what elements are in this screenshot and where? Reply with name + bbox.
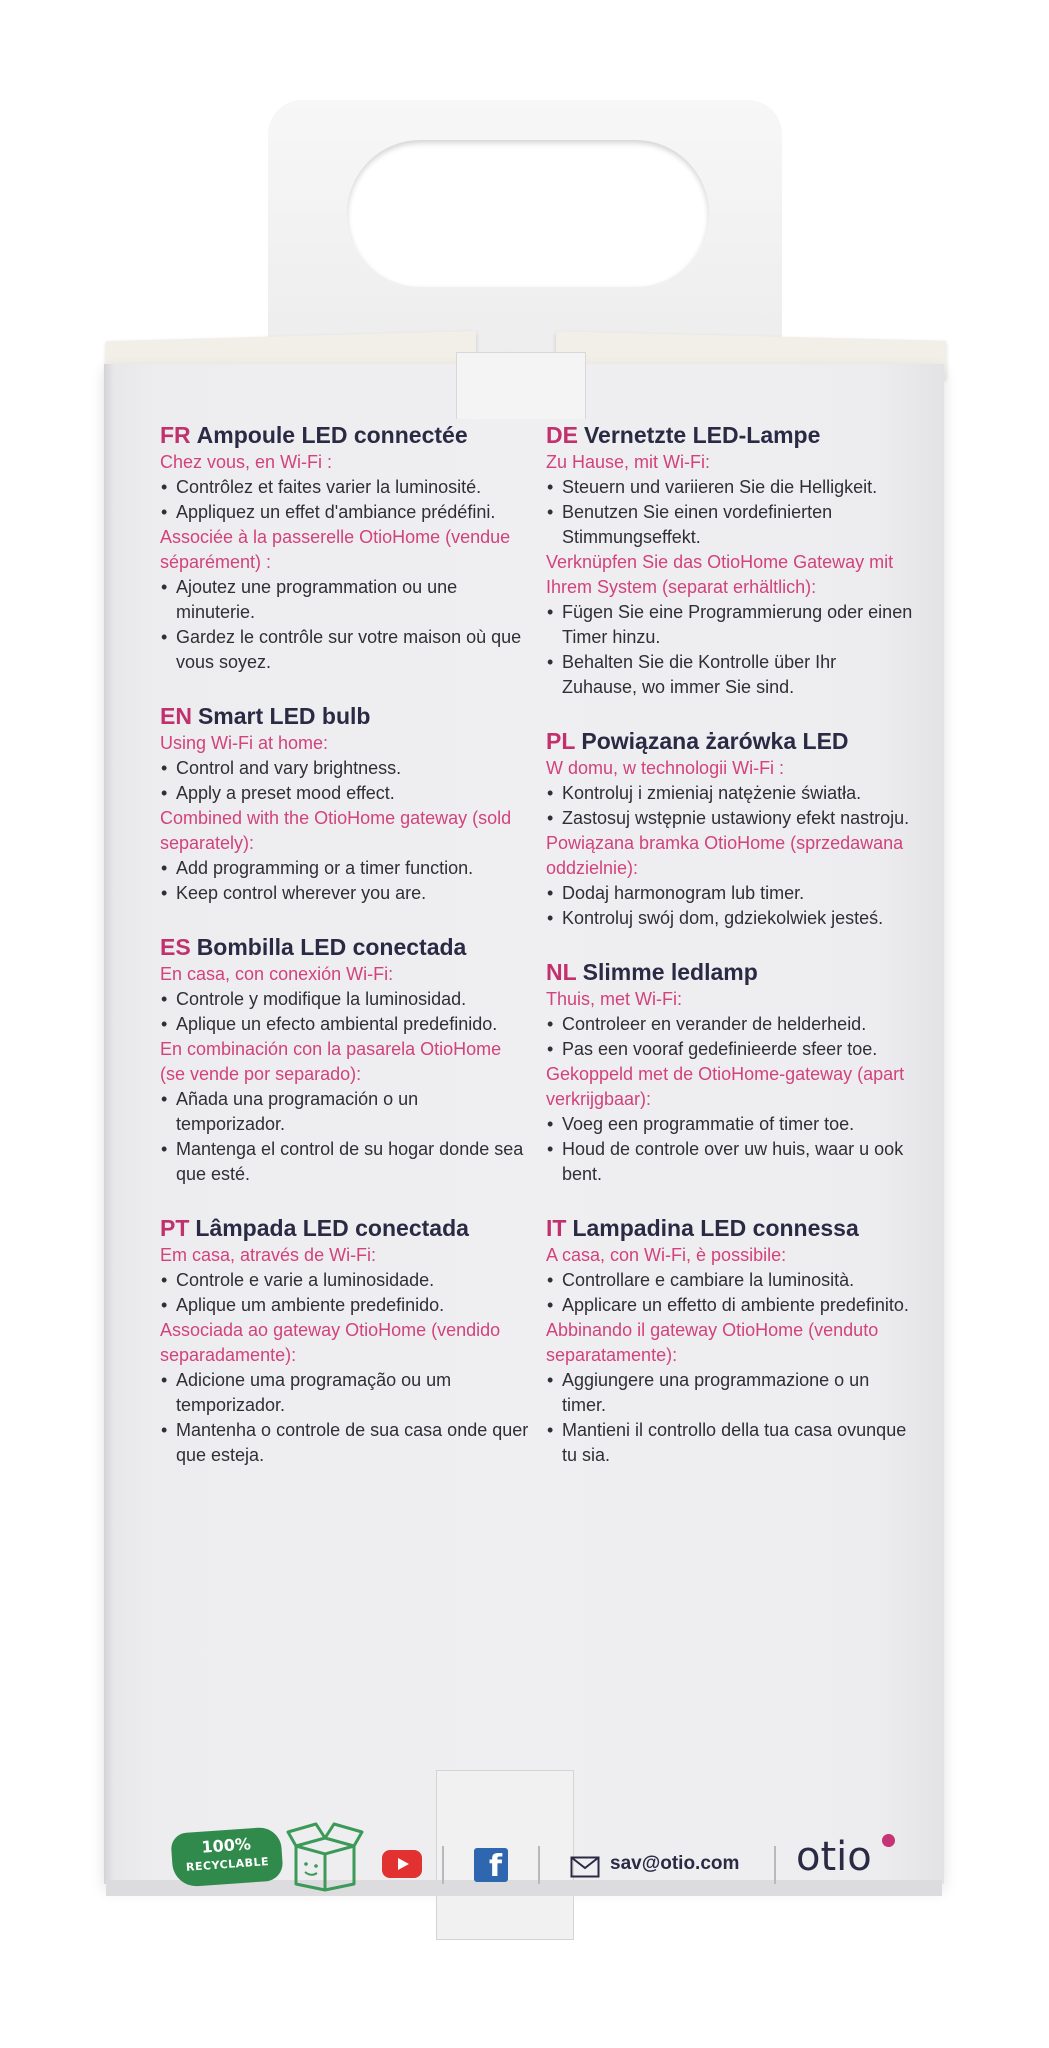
mail-icon bbox=[570, 1856, 600, 1878]
list-item: • Kontroluj i zmieniaj natężenie światła. bbox=[546, 781, 916, 806]
feature-list bbox=[546, 781, 916, 831]
feature-list bbox=[546, 1012, 916, 1062]
subheading: Associée à la passerelle OtioHome (vendue séparément) : bbox=[160, 527, 511, 572]
facebook-icon[interactable]: f bbox=[474, 1848, 508, 1882]
feature-list bbox=[160, 575, 530, 675]
feature-list bbox=[546, 881, 916, 931]
list-item: • Behalten Sie die Kontrolle über Ihr Zuhause, wo immer Sie sind. bbox=[546, 650, 916, 700]
list-item: • Houd de controle over uw huis, waar u ook bent. bbox=[546, 1137, 916, 1187]
badge-label: RECYCLABLE bbox=[185, 1855, 270, 1874]
divider bbox=[442, 1846, 444, 1884]
list-item: • Mantenha o controle de sua casa onde quer que esteja. bbox=[160, 1418, 530, 1468]
section-es bbox=[160, 932, 530, 1187]
subheading: Combined with the OtioHome gateway (sold separately): bbox=[160, 808, 512, 853]
section-title bbox=[160, 932, 530, 962]
section-title bbox=[160, 420, 530, 450]
list-item: • Dodaj harmonogram lub timer. bbox=[546, 881, 916, 906]
list-item: • Kontroluj swój dom, gdziekolwiek jesteś. bbox=[546, 906, 916, 931]
list-item: • Controle y modifique la luminosidad. bbox=[160, 987, 530, 1012]
language-code: PT bbox=[160, 1215, 190, 1241]
section-heading: Bombilla LED conectada bbox=[196, 934, 467, 960]
hang-hole bbox=[347, 140, 709, 287]
list-item: • Control and vary brightness. bbox=[160, 756, 530, 781]
list-item: • Applicare un effetto di ambiente predefinito. bbox=[546, 1293, 916, 1318]
section-de bbox=[546, 420, 916, 700]
language-code: ES bbox=[160, 934, 191, 960]
list-item: • Controleer en verander de helderheid. bbox=[546, 1012, 916, 1037]
list-item: • Keep control wherever you are. bbox=[160, 881, 530, 906]
feature-list bbox=[546, 1268, 916, 1318]
section-heading: Slimme ledlamp bbox=[582, 959, 758, 985]
subheading: Em casa, através de Wi-Fi: bbox=[160, 1245, 377, 1265]
list-item: • Voeg een programmatie of timer toe. bbox=[546, 1112, 916, 1137]
list-item: • Controle e varie a luminosidade. bbox=[160, 1268, 530, 1293]
section-title bbox=[546, 726, 916, 756]
section-heading: Powiązana żarówka LED bbox=[581, 728, 849, 754]
support-email[interactable]: sav@otio.com bbox=[610, 1853, 740, 1874]
subheading: Associada ao gateway OtioHome (vendido separadamente): bbox=[160, 1320, 501, 1365]
subheading: Chez vous, en Wi-Fi : bbox=[160, 452, 333, 472]
list-item: • Apply a preset mood effect. bbox=[160, 781, 530, 806]
language-code: IT bbox=[546, 1215, 567, 1241]
list-item: • Steuern und variieren Sie die Helligkeit. bbox=[546, 475, 916, 500]
youtube-icon[interactable] bbox=[382, 1850, 422, 1878]
right-column bbox=[546, 420, 916, 1494]
list-item: • Pas een vooraf gedefinieerde sfeer toe. bbox=[546, 1037, 916, 1062]
list-item: • Mantieni il controllo della tua casa ovunque tu sia. bbox=[546, 1418, 916, 1468]
brand-dot bbox=[882, 1834, 895, 1847]
divider bbox=[774, 1846, 776, 1884]
feature-list bbox=[160, 475, 530, 525]
list-item: • Añada una programación o un temporizador. bbox=[160, 1087, 530, 1137]
section-pl bbox=[546, 726, 916, 931]
list-item: • Ajoutez une programmation ou une minuterie. bbox=[160, 575, 530, 625]
section-en bbox=[160, 701, 530, 906]
language-code: FR bbox=[160, 422, 191, 448]
language-code: EN bbox=[160, 703, 192, 729]
divider bbox=[538, 1846, 540, 1884]
section-fr bbox=[160, 420, 530, 675]
subheading: W domu, w technologii Wi-Fi : bbox=[546, 758, 785, 778]
section-heading: Ampoule LED connectée bbox=[196, 422, 468, 448]
section-it bbox=[546, 1213, 916, 1468]
feature-list bbox=[546, 475, 916, 550]
cardboard-box-icon bbox=[286, 1818, 364, 1892]
subheading: Powiązana bramka OtioHome (sprzedawana oddzielnie): bbox=[546, 833, 904, 878]
footer-bar bbox=[168, 1812, 908, 1892]
list-item: • Aggiungere una programmazione o un timer. bbox=[546, 1368, 916, 1418]
language-code: DE bbox=[546, 422, 578, 448]
feature-list bbox=[160, 1087, 530, 1187]
feature-list bbox=[546, 1368, 916, 1468]
subheading: A casa, con Wi-Fi, è possibile: bbox=[546, 1245, 787, 1265]
section-title bbox=[546, 420, 916, 450]
section-nl bbox=[546, 957, 916, 1187]
list-item: • Appliquez un effet d'ambiance prédéfini. bbox=[160, 500, 530, 525]
list-item: • Contrôlez et faites varier la luminosité. bbox=[160, 475, 530, 500]
section-title bbox=[546, 957, 916, 987]
feature-list bbox=[546, 600, 916, 700]
feature-list bbox=[546, 1112, 916, 1187]
list-item: • Benutzen Sie einen vordefinierten Stimmungseffekt. bbox=[546, 500, 916, 550]
box-edge-shadow bbox=[104, 364, 114, 1884]
list-item: • Mantenga el control de su hogar donde sea que esté. bbox=[160, 1137, 530, 1187]
feature-list bbox=[160, 1368, 530, 1468]
subheading: Gekoppeld met de OtioHome-gateway (apart verkrijgbaar): bbox=[546, 1064, 905, 1109]
section-heading: Smart LED bulb bbox=[197, 703, 371, 729]
section-title bbox=[160, 701, 530, 731]
subheading: Using Wi-Fi at home: bbox=[160, 733, 329, 753]
list-item: • Adicione uma programação ou um temporizador. bbox=[160, 1368, 530, 1418]
subheading: Zu Hause, mit Wi-Fi: bbox=[546, 452, 711, 472]
left-column bbox=[160, 420, 530, 1494]
section-pt bbox=[160, 1213, 530, 1468]
list-item: • Fügen Sie eine Programmierung oder einen Timer hinzu. bbox=[546, 600, 916, 650]
section-title bbox=[160, 1213, 530, 1243]
list-item: • Controllare e cambiare la luminosità. bbox=[546, 1268, 916, 1293]
feature-list bbox=[160, 756, 530, 806]
subheading: En combinación con la pasarela OtioHome (se vende por separado): bbox=[160, 1039, 502, 1084]
list-item: • Add programming or a timer function. bbox=[160, 856, 530, 881]
section-heading: Lampadina LED connessa bbox=[572, 1215, 859, 1241]
list-item: • Aplique un efecto ambiental predefinido. bbox=[160, 1012, 530, 1037]
list-item: • Zastosuj wstępnie ustawiony efekt nastroju. bbox=[546, 806, 916, 831]
list-item: • Aplique um ambiente predefinido. bbox=[160, 1293, 530, 1318]
feature-list bbox=[160, 1268, 530, 1318]
subheading: Verknüpfen Sie das OtioHome Gateway mit Ihrem System (separat erhältlich): bbox=[546, 552, 894, 597]
recyclable-badge-icon bbox=[170, 1826, 283, 1888]
subheading: Thuis, met Wi-Fi: bbox=[546, 989, 683, 1009]
badge-percent: 100% bbox=[200, 1834, 252, 1857]
section-heading: Vernetzte LED-Lampe bbox=[583, 422, 821, 448]
language-code: PL bbox=[546, 728, 576, 754]
section-title bbox=[546, 1213, 916, 1243]
feature-list bbox=[160, 987, 530, 1037]
brand-logo: otio bbox=[796, 1834, 872, 1880]
subheading: Abbinando il gateway OtioHome (venduto separatamente): bbox=[546, 1320, 879, 1365]
list-item: • Gardez le contrôle sur votre maison où que vous soyez. bbox=[160, 625, 530, 675]
section-heading: Lâmpada LED conectada bbox=[195, 1215, 469, 1241]
feature-list bbox=[160, 856, 530, 906]
subheading: En casa, con conexión Wi-Fi: bbox=[160, 964, 394, 984]
language-code: NL bbox=[546, 959, 577, 985]
top-tuck-tab bbox=[456, 352, 586, 419]
